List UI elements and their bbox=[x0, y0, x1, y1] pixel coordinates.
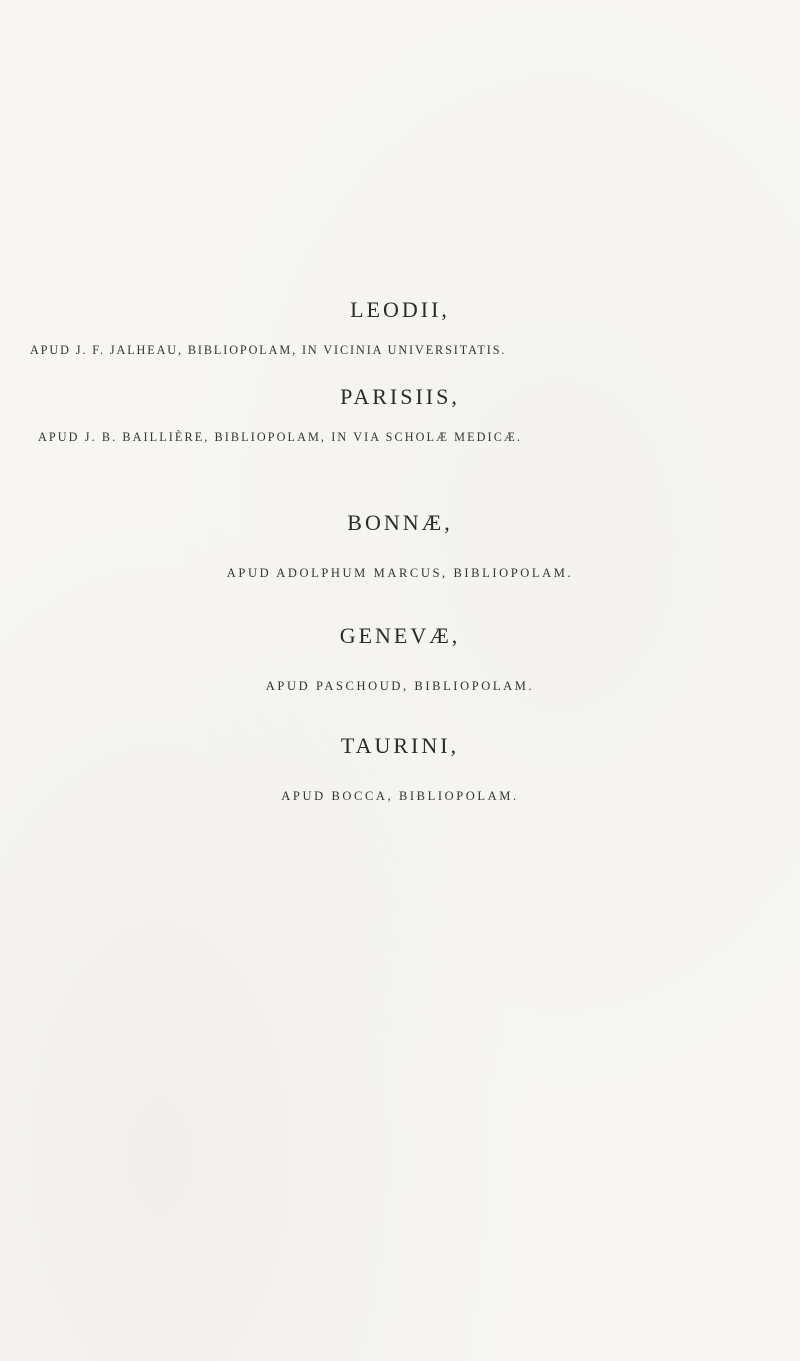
imprint-line-genevae: APUD PASCHOUD, BIBLIOPOLAM. bbox=[265, 679, 535, 693]
imprint-line-leodii: APUD J. F. JALHEAU, BIBLIOPOLAM, IN VICINIA UNIVERSITATIS. bbox=[30, 343, 507, 357]
city-heading-genevae: GENEVÆ, bbox=[339, 623, 461, 648]
city-heading-taurini: TAURINI, bbox=[340, 733, 460, 758]
imprint-line-bonnae: APUD ADOLPHUM MARCUS, BIBLIOPOLAM. bbox=[226, 566, 574, 580]
city-heading-bonnae: BONNÆ, bbox=[347, 510, 453, 535]
city-heading-parisiis: PARISIIS, bbox=[340, 384, 460, 409]
imprint-line-taurini: APUD BOCCA, BIBLIOPOLAM. bbox=[281, 789, 519, 803]
imprint-line-parisiis: APUD J. B. BAILLIÈRE, BIBLIOPOLAM, IN VIA SCHOLÆ MEDICÆ. bbox=[38, 430, 523, 444]
city-heading-leodii: LEODII, bbox=[350, 297, 450, 322]
